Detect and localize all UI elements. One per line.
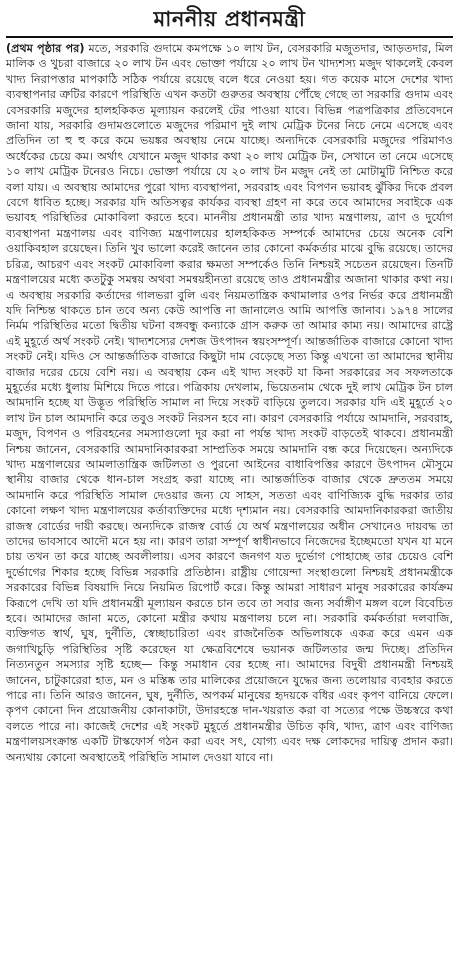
article-body <box>6 41 453 765</box>
article-body-text: মতে, সরকারি গুদামে কমপক্ষে ১০ লাখ টন, বেসরকারি মজুতদার, আড়তদার, মিল মালিক ও খুচরা বাজারে ২০ লাখ টন এবং ভোক্তা পর্যায়ে ২০ লাখ টন খাদ্যশস্য মজুদ থাকলেই কেবল খাদ্য নিরাপত্তার মাপকাঠি সঠিক পর্যায়ে রয়েছে বলে ধরে নেওয়া হয়। গত কয়েক মাসে দেশের খাদ্য ব্যবস্থাপনার ত্রুটির কারণে পরিস্থিতি এখন কতটা গুরুতর অবস্থায় পৌঁছে গেছে তা সরকারি গুদাম এবং বেসরকারি মজুদের হালহকিকত মূল্যায়ন করলেই টের পাওয়া যাবে। বিভিন্ন পত্রপত্রিকার প্রতিবেদনে জানা যায়, সরকারি গুদামগুলোতে মজুদের পরিমাণ দুই লাখ মেট্রিক টনের নিচে নেমে এসেছে এবং প্রতিদিন তা হু হু করে কমে ভয়ঙ্কর অবস্থায় নেমে যাচ্ছে। অন্যদিকে বেসরকারি মজুদের পরিমাণও অর্ধেকের চেয়ে কম। অর্থাৎ যেখানে মজুদ থাকার কথা ২০ লাখ মেট্রিক টন, সেখানে তা নেমে এসেছে ১০ লাখ মেট্রিক টনেরও নিচে। ভোক্তা পর্যায়ে যে ২০ লাখ টন মজুদ নেই তা মোটামুটি নিশ্চিত করে বলা যায়। এ অবস্থায় আমাদের পুরো খাদ্য ব্যবস্থাপনা, সরবরাহ এবং বিপণন ভয়াবহ ঝুঁকির দিকে প্রবল বেগে ধাবিত হচ্ছে। সরকার যদি অতিসত্বর কার্যকর ব্যবস্থা গ্রহণ না করে তবে আমাদের সবাইকে এক ভয়াবহ পরিস্থিতির মোকাবিলা করতে হবে। মাননীয় প্রধানমন্ত্রী তার খাদ্য মন্ত্রণালয়, ত্রাণ ও দুর্যোগ ব্যবস্থাপনা মন্ত্রণালয় এবং বাণিজ্য মন্ত্রণালয়ের হালহকিকত সম্পর্কে আমাদের চেয়ে অনেক বেশি ওয়াকিবহাল রয়েছেন। তিনি খুব ভালো করেই জানেন তার কোনো কর্মকর্তার মাঝে বুদ্ধি রয়েছে। তাদের চরিত্র, আচরণ এবং সংকট মোকাবিলা করার ক্ষমতা সম্পর্কেও তিনি নিশ্চয়ই সচেতন রয়েছেন। তিনটি মন্ত্রণালয়ের মধ্যে কতটুকু সমন্বয় অথবা সমন্বয়হীনতা রয়েছে তাও প্রধানমন্ত্রীর অজানা থাকার কথা নয়। এ অবস্থায় সরকারি কর্তাদের গালভরা বুলি এবং নিয়মতান্ত্রিক কথামালার ওপর নির্ভর করে প্রধানমন্ত্রী যদি নিশ্চিন্ত থাকতে চান তবে অন্য কেউ আপত্তি না জানালেও আমি আপত্তি জানাব। ১৯৭৪ সালের নির্মম পরিস্থিতির মতো দ্বিতীয় ঘটনা বঙ্গবন্ধু কন্যাকে গ্রাস করুক তা আমার কাম্য নয়। আমাদের রাষ্ট্রে এই মুহূর্তে অর্থ সংকট নেই। খাদ্যশস্যের দেশজ উৎপাদন স্বয়ংসম্পূর্ণ। আন্তর্জাতিক বাজারে কোনো খাদ্য সংকট নেই। যদিও সে আন্তর্জাতিক বাজারে কিছুটা দাম বেড়েছে সত্য কিন্তু এখনো তা আমাদের স্থানীয় বাজার দরের চেয়ে বেশি নয়। এ অবস্থায় কেন এই খাদ্য সংকট যা কিনা সরকারের সব সফলতাকে মুহূর্তের মধ্যে ধুলায় মিশিয়ে দিতে পারে। পত্রিকায় দেখলাম, ভিয়েতনাম থেকে দুই লাখ মেট্রিক টন চাল আমদানি হচ্ছে যা উদ্ভূত পরিস্থিতি সামাল না দিয়ে সংকট বাড়িয়ে তুলবে। সরকার যদি এই মুহূর্তে ২০ লাখ টন চাল আমদানি করে তবুও সংকট নিরসন হবে না। কারণ বেসরকারি পর্যায়ে আমদানি, সরবরাহ, মজুদ, বিপণন ও পরিবহনের সমস্যাগুলো দূর করা না পর্যন্ত খাদ্য সংকট বাড়তেই থাকবে। প্রধানমন্ত্রী নিশ্চয় জানেন, বেসরকারি আমদানিকারকরা সাম্প্রতিক সময়ে আমদানি বন্ধ করে দিয়েছেন। অন্যদিকে খাদ্য মন্ত্রণালয়ের আমলাতান্ত্রিক জটিলতা ও পুরনো আইনের বাধাবিপত্তির কারণে উৎপাদন মৌসুমে স্থানীয় বাজার থেকে ধান-চাল সংগ্রহ করা যাচ্ছে না। আন্তর্জাতিক বাজার থেকে দ্রুততম সময়ে আমদানি করে পরিস্থিতি সামাল দেওয়ার জন্য যে সাহস, সততা এবং বাণিজ্যিক বুদ্ধি দরকার তার কোনো লক্ষণ খাদ্য মন্ত্রণালয়ের কর্তাব্যক্তিদের মধ্যে দৃশ্যমান নয়। বেসরকারি আমদানিকারকরা জাতীয় রাজস্ব বোর্ডের দায়ী করছে। অন্যদিকে রাজস্ব বোর্ড যে অর্থ মন্ত্রণালয়ের অধীন সেখানেও দায়বদ্ধ তা তাদের ভাবসাবে আদৌ মনে হয় না। কারণ তারা সম্পূর্ণ স্বাধীনভাবে নিজেদের ইচ্ছেমতো যখন যা মনে চায় তখন তা করে যাচ্ছে অবলীলায়। এসব কারণে জনগণ যত দুর্ভোগ পোহাচ্ছে তার চেয়েও বেশি দুর্ভোগের শিকার হচ্ছে বিভিন্ন সরকারি প্রতিষ্ঠান। রাষ্ট্রীয় গোয়েন্দা সংস্থাগুলো নিশ্চয়ই প্রধানমন্ত্রীকে সরকারের বিভিন্ন বিষয়াদি নিয়ে নিয়মিত রিপোর্ট করে। কিন্তু আমরা সাধারণ মানুষ সরকারের কার্যক্রম কিরূপে দেখি তা যদি প্রধানমন্ত্রী মূল্যায়ন করতে চান তবে তা সবার জন্য সর্বাঙ্গীণ মঙ্গল বলে বিবেচিত হবে। আমাদের জানা মতে, কোনো মন্ত্রীর কথায় মন্ত্রণালয় চলে না। সরকারি কর্মকর্তারা দলবাজি, ব্যক্তিগত স্বার্থ, ঘুষ, দুর্নীতি, স্বেচ্ছাচারিতা এবং রাজনৈতিক অভিলাষকে একত্র করে এমন এক জগাখিচুড়ি পরিস্থিতির সৃষ্টি করেছেন যা ক্ষেত্রবিশেষে ভয়ানক জটিলতার জন্ম দিচ্ছে। প্রতিদিন নিত্যনতুন সমস্যার সৃষ্টি হচ্ছে— কিন্তু সমাধান বের হচ্ছে না। আমাদের বিদুষী প্রধানমন্ত্রী নিশ্চয়ই জানেন, চাটুকারেরা হাত, মন ও মস্তিষ্ক তার মালিকের প্রয়োজনে যুদ্ধের জন্য তলোয়ার ব্যবহার করতে পারে না। তিনি আরও জানেন, ঘুষ, দুর্নীতি, অপকর্ম মানুষের হৃদয়কে বধির এবং কৃপণ বানিয়ে ফেলে। কৃপণ কোনো দিন প্রয়োজনীয় কোনাকাটা, উদারহস্তে দান-খয়রাত করা বা সত্যের পক্ষে উচ্চস্বরে কথা বলতে পারে না। কাজেই দেশের এই সংকট মুহূর্তে প্রধানমন্ত্রীর উচিত কৃষি, খাদ্য, ত্রাণ এবং বাণিজ্য মন্ত্রণালয়সংক্রান্ত একটি টাস্কফোর্স গঠন করা এবং সৎ, যোগ্য এবং দক্ষ লোকদের দায়িত্ব প্রদান করা। অন্যথায় কোনো অবস্থাতেই পরিস্থিতি সামাল দেওয়া যাবে না। <box>6 42 454 764</box>
headline-divider <box>6 36 453 38</box>
article-headline: মাননীয় প্রধানমন্ত্রী <box>153 7 306 31</box>
continued-label: (প্রথম পৃষ্ঠার পর) <box>6 42 85 55</box>
